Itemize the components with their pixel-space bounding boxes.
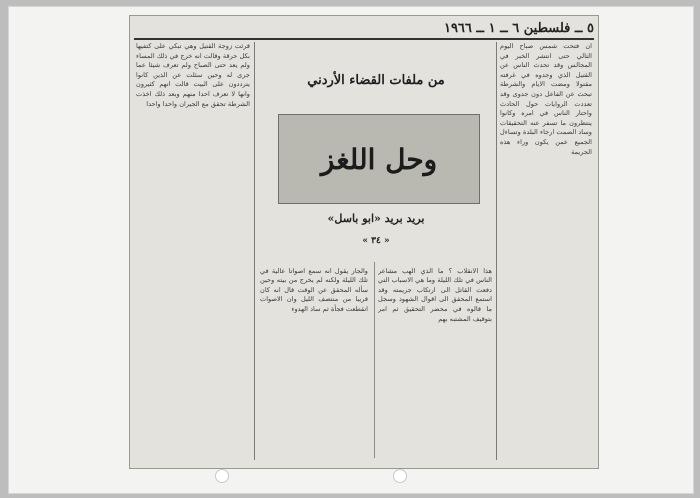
punch-hole xyxy=(215,469,229,483)
article-headline: وحل اللغز xyxy=(320,142,438,176)
newspaper-clipping xyxy=(129,15,599,469)
episode-number: « ٣٤ » xyxy=(362,236,390,246)
column-text: قرئت زوجة القتيل وهي تبكي على كتفيها بكل حرقة وقالت انه خرج في ذلك المساء ولم يعد حتى الصباح ولم تعرف شيئا عما جرى له وحين سئلت عن الذين كانوا يترددون على البيت قالت انهم كثيرون وانها لا تعرف احدا منهم وبعد ذلك اخذت الشرطة تحقق مع الجيران واحدا واحدا xyxy=(136,42,250,108)
headline-banner xyxy=(278,114,480,204)
column-text: ان فتحت شمس صباح اليوم التالي حتى انتشر الخبر في المجالس وقد تحدث الناس عن القتيل الذي وجدوه في غرفته مقتولا ومضت الايام والشرطة تبحث عن الفاعل دون جدوى وقد تعددت الروايات حول الحادث واحتار الناس في امره وكانوا ينتظرون ما تسفر عنه التحقيقات وساد الصمت ارجاء البلدة وتساءل الجميع عمن يكون وراء هذه الجريمة xyxy=(500,42,592,156)
article-center-block xyxy=(258,42,494,462)
newspaper-dateline: ٥ ــ فلسطين ٦ ــ ١ ــ ١٩٦٦ xyxy=(134,20,594,40)
column-text: هذا الانقلاب ؟ ما الذي الهب مشاعر الناس في تلك الليلة وما هي الاسباب التي دفعت القاتل الى ارتكاب جريمته وقد استمع المحقق الى اقوال الشهود وسجل ما قالوه في محضر التحقيق ثم امر بتوقيف المشتبه بهم xyxy=(378,266,492,323)
scan-sheet xyxy=(8,6,694,494)
article-subcolumn-a xyxy=(378,260,492,462)
article-column-left xyxy=(136,42,250,462)
article-byline: بريد بريد «ابو باسل» xyxy=(327,212,425,225)
article-subcolumn-b xyxy=(260,260,368,462)
column-text: والجار يقول انه سمع اصواتا عالية في تلك الليلة ولكنه لم يخرج من بيته وحين سأله المحقق عن الوقت قال انه كان قريبا من منتصف الليل وان الاصوات انقطعت فجأة ثم ساد الهدوء xyxy=(260,266,368,313)
series-title: من ملفات القضاء الأردني xyxy=(307,73,445,88)
column-divider xyxy=(254,42,255,460)
column-divider xyxy=(374,262,375,458)
punch-hole xyxy=(393,469,407,483)
article-column-right xyxy=(500,42,592,462)
column-divider xyxy=(496,42,497,460)
